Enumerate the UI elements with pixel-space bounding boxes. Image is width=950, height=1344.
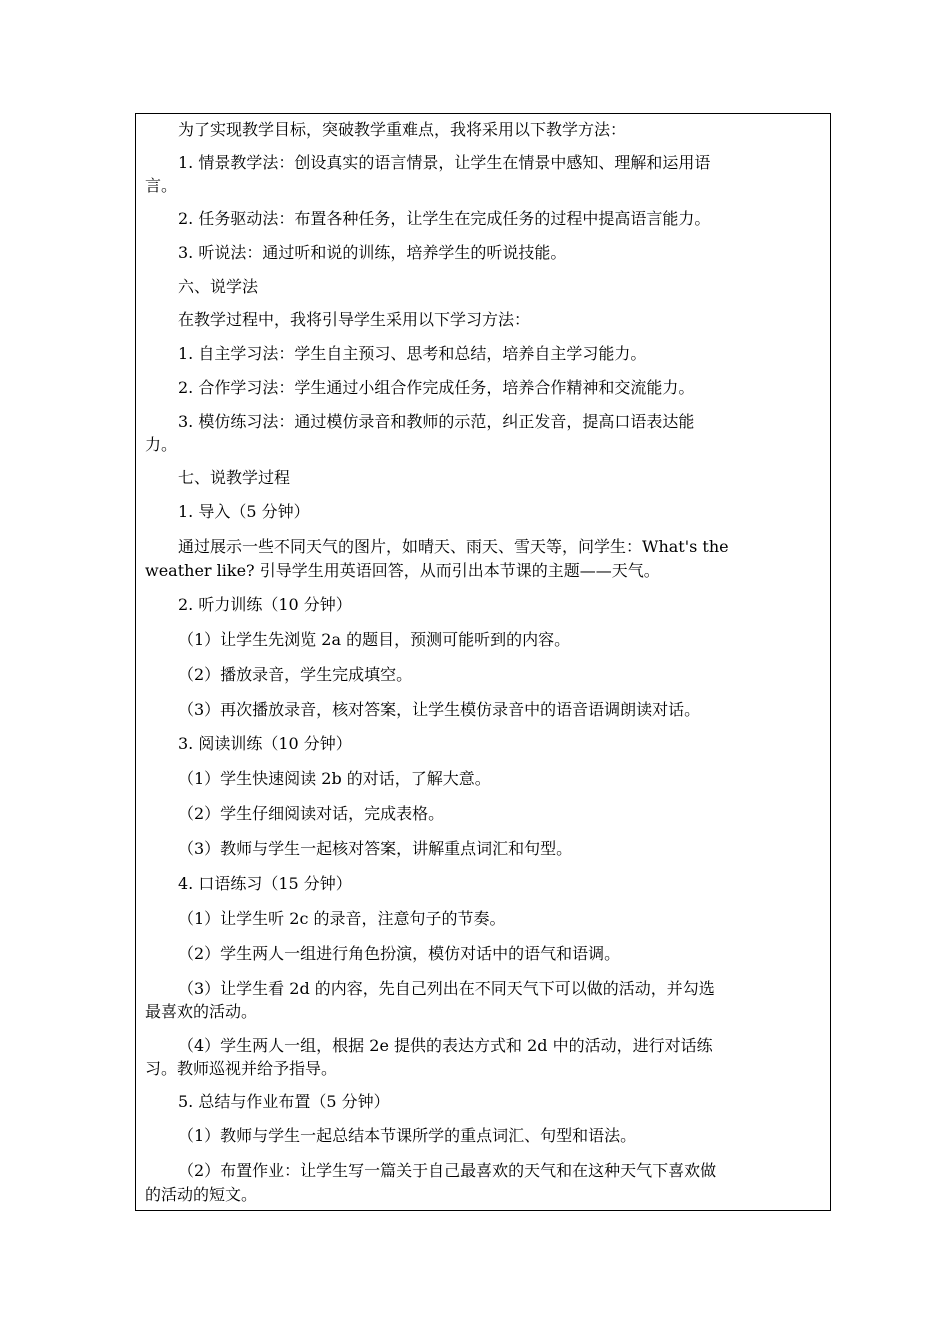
document-line: 1. 导入（5 分钟） bbox=[178, 502, 310, 521]
document-line: 1. 自主学习法：学生自主预习、思考和总结，培养自主学习能力。 bbox=[178, 344, 647, 363]
document-line: 3. 阅读训练（10 分钟） bbox=[178, 734, 352, 753]
document-line: 力。 bbox=[145, 435, 178, 454]
document-line: 七、说教学过程 bbox=[178, 468, 291, 487]
document-line: 为了实现教学目标，突破教学重难点，我将采用以下教学方法： bbox=[178, 120, 627, 139]
document-line: 2. 任务驱动法：布置各种任务，让学生在完成任务的过程中提高语言能力。 bbox=[178, 209, 711, 228]
document-line: （4）学生两人一组，根据 2e 提供的表达方式和 2d 中的活动，进行对话练 bbox=[178, 1036, 713, 1055]
document-line: 言。 bbox=[145, 176, 178, 195]
document-line: 3. 听说法：通过听和说的训练，培养学生的听说技能。 bbox=[178, 243, 567, 262]
document-line: （3）教师与学生一起核对答案，讲解重点词汇和句型。 bbox=[178, 839, 573, 858]
document-line: （1）让学生听 2c 的录音，注意句子的节奏。 bbox=[178, 909, 506, 928]
document-line: 2. 听力训练（10 分钟） bbox=[178, 595, 352, 614]
document-line: weather like? 引导学生用英语回答，从而引出本节课的主题——天气。 bbox=[145, 561, 660, 580]
document-line: （1）教师与学生一起总结本节课所学的重点词汇、句型和语法。 bbox=[178, 1126, 637, 1145]
document-line: 最喜欢的活动。 bbox=[145, 1002, 258, 1021]
document-line: （2）布置作业：让学生写一篇关于自己最喜欢的天气和在这种天气下喜欢做 bbox=[178, 1161, 717, 1180]
document-line: 4. 口语练习（15 分钟） bbox=[178, 874, 352, 893]
document-line: （2）学生两人一组进行角色扮演，模仿对话中的语气和语调。 bbox=[178, 944, 621, 963]
document-line: 2. 合作学习法：学生通过小组合作完成任务，培养合作精神和交流能力。 bbox=[178, 378, 695, 397]
document-line: （1）让学生先浏览 2a 的题目，预测可能听到的内容。 bbox=[178, 630, 571, 649]
document-line: 3. 模仿练习法：通过模仿录音和教师的示范，纠正发音，提高口语表达能 bbox=[178, 412, 695, 431]
document-line: 5. 总结与作业布置（5 分钟） bbox=[178, 1092, 390, 1111]
document-line: 六、说学法 bbox=[178, 277, 259, 296]
document-line: （2）播放录音，学生完成填空。 bbox=[178, 665, 413, 684]
document-line: 习。教师巡视并给予指导。 bbox=[145, 1059, 338, 1078]
document-line: （3）再次播放录音，核对答案，让学生模仿录音中的语音语调朗读对话。 bbox=[178, 700, 701, 719]
document-line: 通过展示一些不同天气的图片，如晴天、雨天、雪天等，问学生：What's the bbox=[178, 537, 729, 556]
document-line: （1）学生快速阅读 2b 的对话，了解大意。 bbox=[178, 769, 491, 788]
document-line: 1. 情景教学法：创设真实的语言情景，让学生在情景中感知、理解和运用语 bbox=[178, 153, 711, 172]
document-line: 在教学过程中，我将引导学生采用以下学习方法： bbox=[178, 310, 531, 329]
document-line: 的活动的短文。 bbox=[145, 1185, 258, 1204]
document-line: （3）让学生看 2d 的内容，先自己列出在不同天气下可以做的活动，并勾选 bbox=[178, 979, 715, 998]
document-line: （2）学生仔细阅读对话，完成表格。 bbox=[178, 804, 445, 823]
